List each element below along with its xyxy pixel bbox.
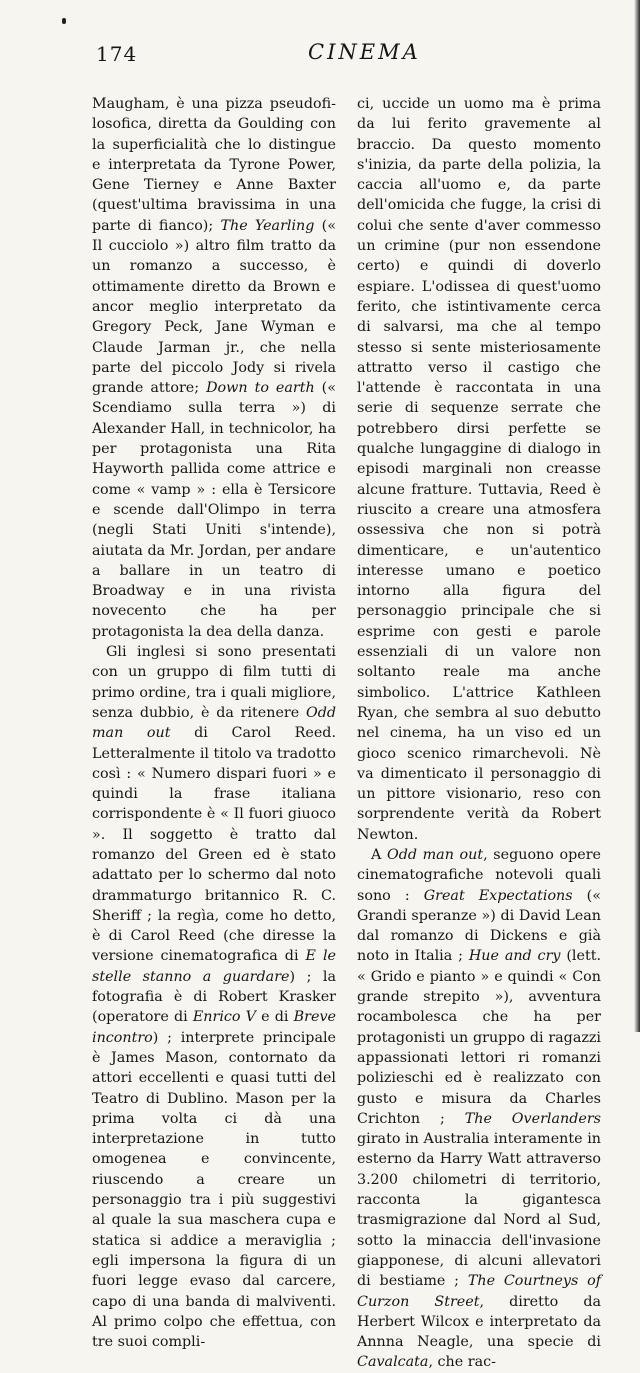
text-run: ) ; la fotografia è di Robert Krasker (operatore di — [92, 968, 336, 1026]
text-run: (« Grandi speranze ») di David Lean dal romanzo di Dickens e già noto in Italia ; — [357, 887, 601, 965]
text-run: Maugham, è una pizza pseudofilosofica, diretta da Goulding con la superficialità che lo distingue e interpretata da Tyrone Power, Gene Tierney e Anne Baxter (quest'ultima bravissima in una parte di fianco); — [92, 96, 336, 234]
right-column — [357, 94, 601, 1373]
ink-speck — [62, 18, 66, 24]
text-run: , seguono opere cinematografiche notevoli quali sono : — [357, 846, 602, 904]
paragraph-2 — [92, 642, 336, 1352]
text-run: , che rac- — [428, 1354, 496, 1371]
film-title: The Overlanders — [464, 1110, 601, 1127]
film-title: Great Expectations — [423, 887, 573, 904]
paragraph-1 — [92, 94, 336, 642]
page-header — [96, 40, 600, 68]
text-run: e di — [256, 1009, 294, 1026]
text-run: ) ; interprete principale è James Mason, contornato da attori eccellenti e quasi tutti del Teatro di Dublino. Mason per la prima volta ci dà una interpretazione in tutto omogenea e convincente, riuscendo a creare un personaggio tra i più suggestivi al quale la sua maschera cupa e statica si addice a meraviglia ; egli impersona la figura di un fuori legge evaso dal carcere, capo di una banda di malviventi. Al primo colpo che effettua, con tre suoi compli- — [92, 1029, 336, 1351]
film-title: E le stelle stanno a guardare — [92, 948, 336, 985]
page-edge-shadow — [634, 0, 640, 1032]
film-title: Hue and cry — [468, 948, 561, 965]
film-title: Down to earth — [206, 380, 315, 397]
film-title: Breve incontro — [92, 1009, 336, 1046]
text-run: girato in Australia interamente in esterno da Harry Watt attraverso 3.200 chilometri di territorio, racconta la gigantesca trasmigrazione dal Nord al Sud, sotto la minaccia dell'invasione giapponese, di alcuni allevatori di bestiame ; — [357, 1131, 601, 1290]
film-title: Cavalcata — [357, 1354, 429, 1371]
film-title: Odd man out — [92, 704, 336, 742]
text-run: (« Il cucciolo ») altro film tratto da un romanzo a successo, è ottimamente diretto da Brown e ancor meglio interpretato da Gregory Peck, Jane Wyman e Claude Jarman jr., che nella parte del piccolo Jody si rivela grande attore; — [92, 217, 336, 397]
text-run: (lett. « Grido e pianto » e quindi « Con grande strepito »), avventura rocambolesca che ha per protagonisti un gruppo di ragazzi appassionati lettori ri romanzi polizieschi ed è realizzato con gusto e misura da Charles Crichton ; — [357, 948, 601, 1127]
text-run: Gli inglesi si sono presentati con un gruppo di film tutti di primo ordine, tra i quali migliore, senza dubbio, è da ritenere — [92, 644, 336, 721]
text-run: , diretto da Herbert Wilcox e interpretato da Annna Neagle, una specie di — [357, 1293, 601, 1351]
paragraph-3: ci, uccide un uomo ma è prima da lui ferito gravemente al braccio. Da questo momento s'inizia, da parte della polizia, la caccia all'uomo e, da parte dell'omicida che fugge, la crisi di colui che sente d'aver commesso un crimine (pur non essendone certo) e quindi di doverlo espiare. L'odissea di quest'uomo ferito, che istintivamente cerca di salvarsi, ma che al tempo stesso si sente misteriosamente attratto verso il castigo che l'attende è raccontata in una serie di sequenze serrate che potrebbero dirsi perfette se qualche lungaggine di dialogo in episodi marginali non creasse alcune fratture. Tuttavia, Reed è riuscito a creare una atmosfera ossessiva che non si potrà dimenticare, e un'autentico interesse umano e poetico intorno alla figura del personaggio principale che si esprime con gesti e parole essenziali di un valore non soltanto reale ma anche simbolico. L'attrice Kathleen Ryan, che sembra al suo debutto nel cinema, ha un viso ed un gioco scenico rimarchevoli. Nè va dimenticato il personaggio di un pittore visionario, reso con sorprendente verità da Robert Newton. — [357, 96, 601, 843]
film-title: Enrico V — [192, 1009, 256, 1026]
film-title: Odd man out — [386, 846, 484, 863]
page-number: 174 — [96, 42, 138, 66]
left-column — [92, 94, 336, 1352]
paragraph-4 — [357, 845, 601, 1373]
text-run: di Carol Reed. Letteralmente il titolo va tradotto così : « Numero dispari fuori » e quindi la frase italiana corrispondente è « Il fuori giuoco ». Il soggetto è tratto dal romanzo del Green ed è stato adattato per lo schermo dal noto drammaturgo britannico R. C. Sheriff ; la regìa, come ho detto, è di Carol Reed (che diresse la versione cinematografica di — [92, 725, 337, 965]
running-title: CINEMA — [308, 40, 421, 64]
text-run: (« Scendiamo sulla terra ») di Alexander Hall, in technicolor, ha per protagonista una Rita Hayworth pallida come attrice e come « vamp » : ella è Tersicore e scende dall'Olimpo in terra (negli Stati Uniti s'intende), aiutata da Mr. Jordan, per andare a ballare in un teatro di Broadway e in una rivista novecento che ha per protagonista la dea della danza. — [92, 380, 337, 640]
text-run: A — [371, 846, 387, 863]
film-title: The Yearling — [220, 217, 315, 234]
film-title: The Courtneys of Curzon Street — [357, 1273, 601, 1310]
